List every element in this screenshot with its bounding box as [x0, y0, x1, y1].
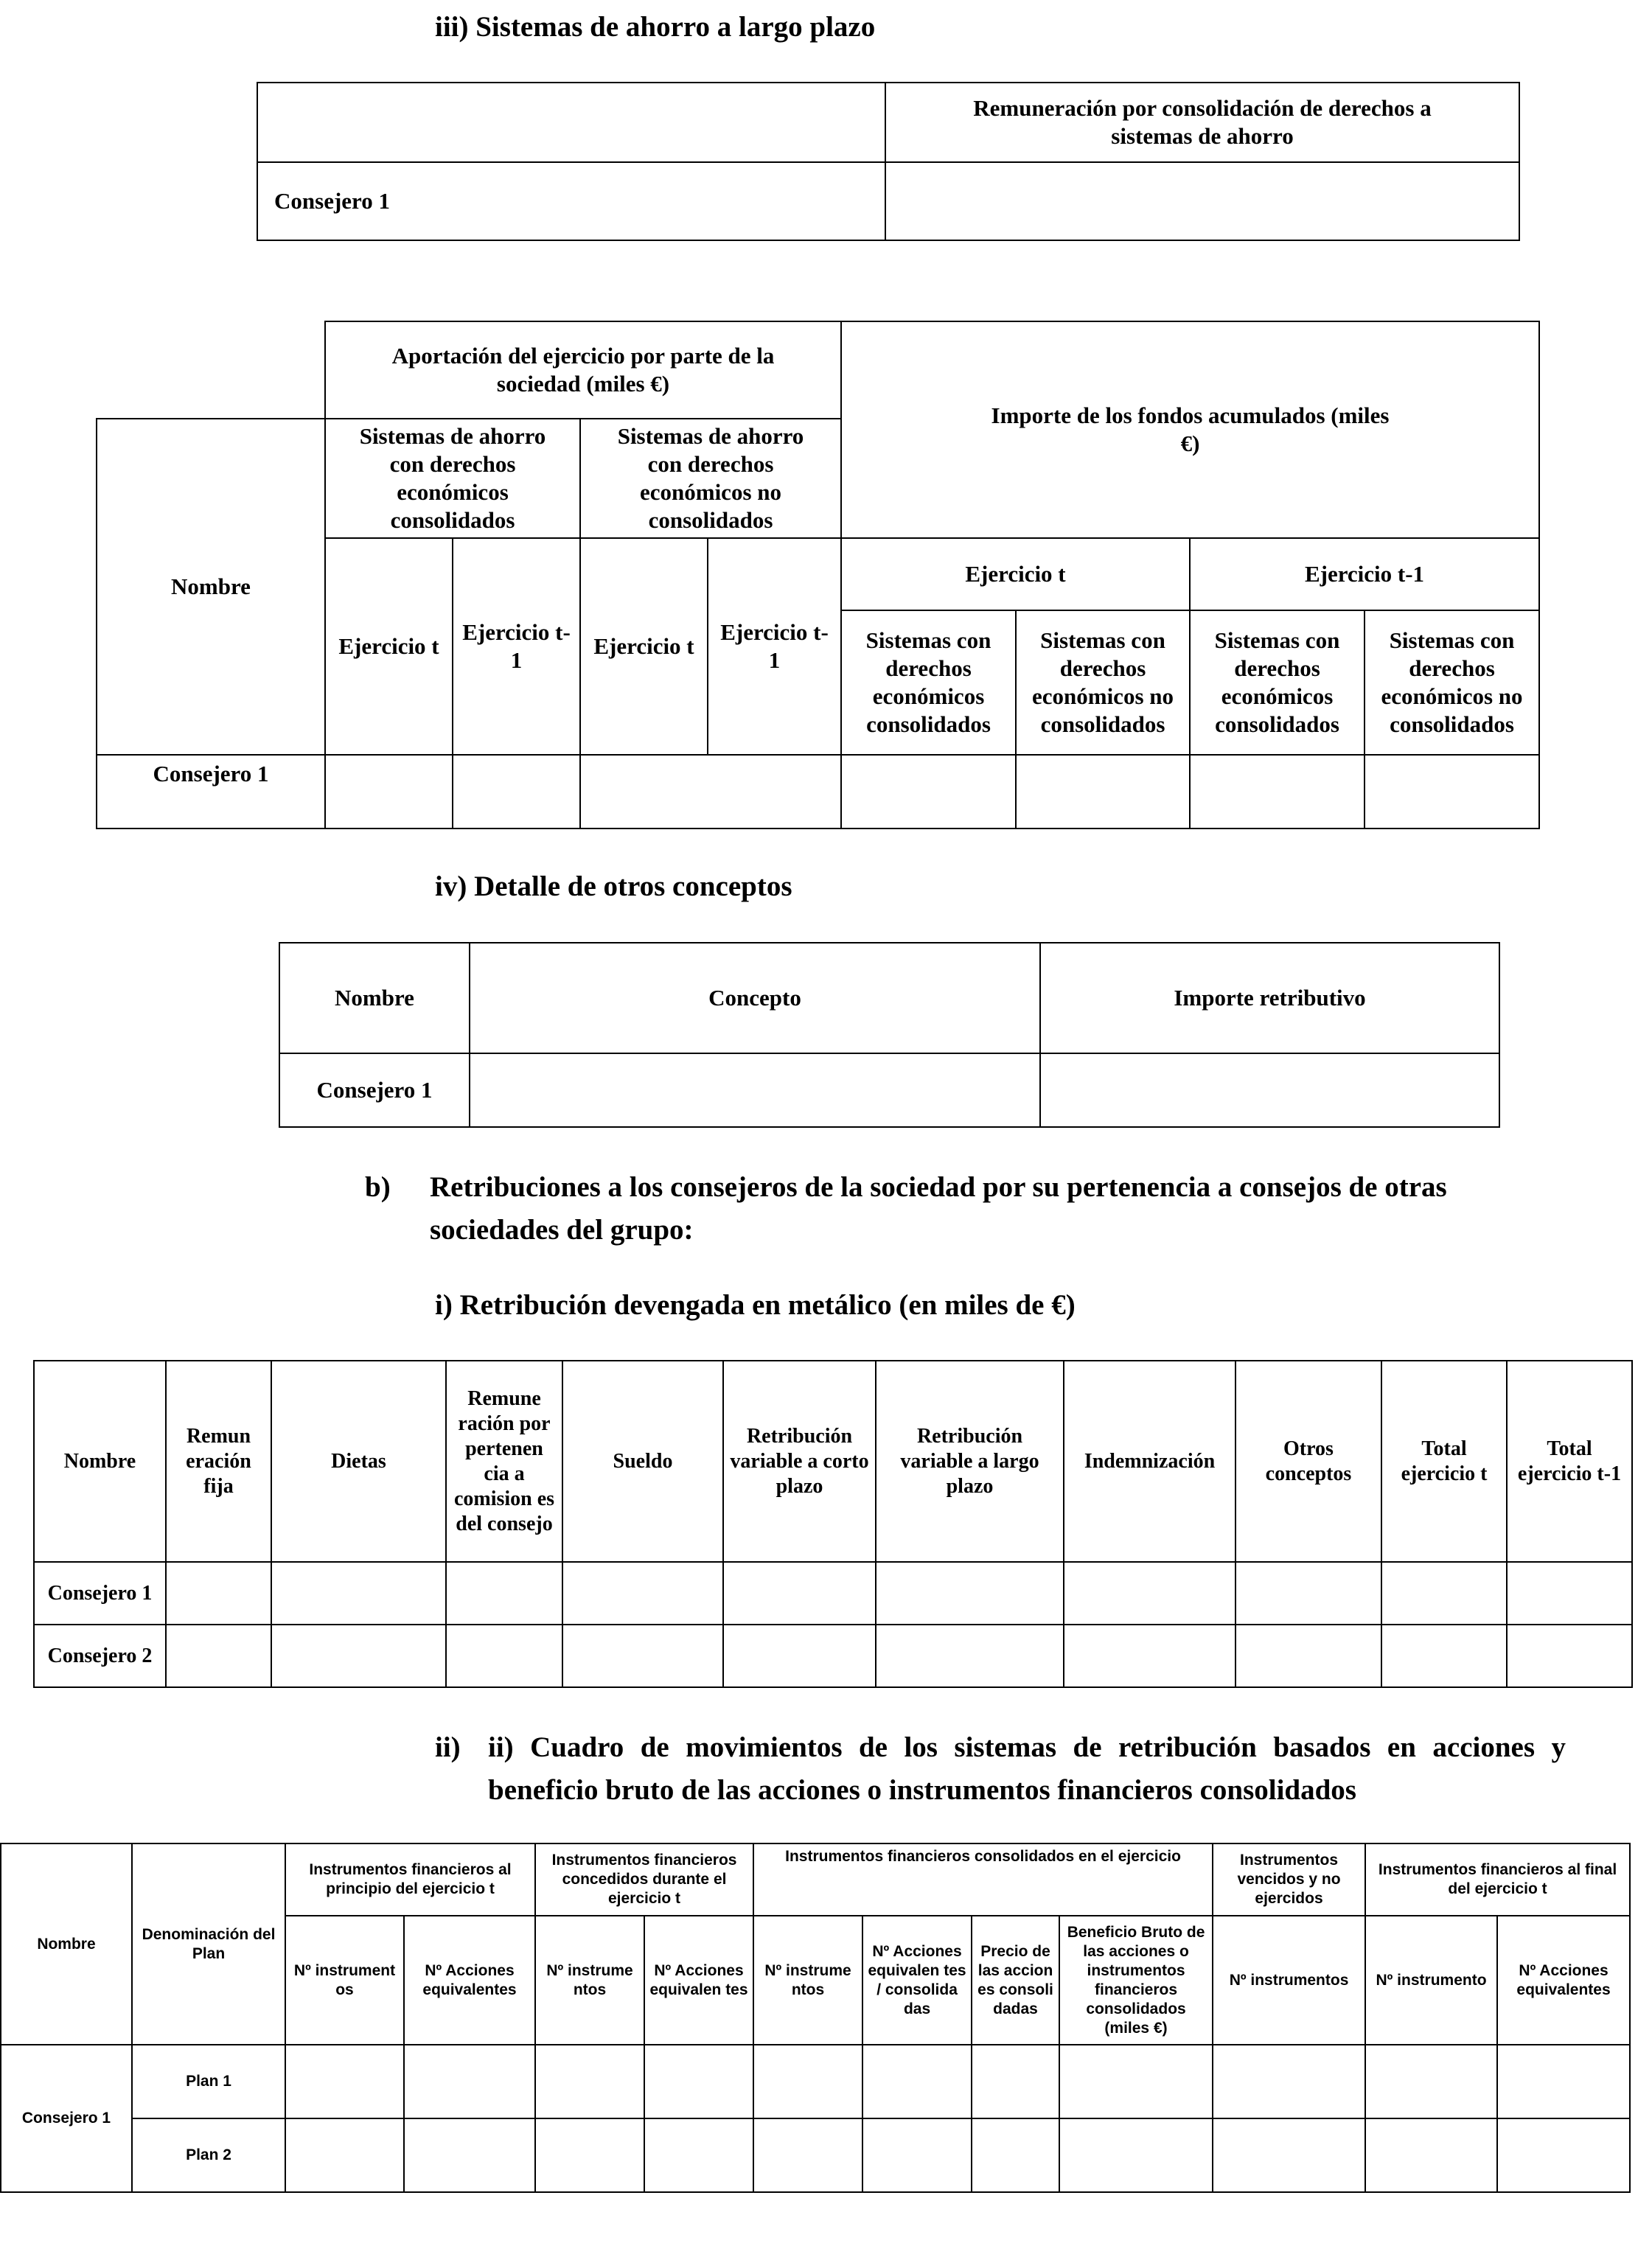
empty-cell [862, 2045, 972, 2118]
empty-cell [885, 162, 1519, 240]
sub-f-acc: Nº Acciones equivalentes [1497, 1916, 1630, 2045]
empty-cell [453, 755, 580, 829]
empty-cell [644, 2045, 753, 2118]
header-variable-largo: Retribución variable a largo plazo [876, 1361, 1064, 1562]
plan-label: Plan 2 [132, 2118, 285, 2192]
sub-k-instr: Nº instrume ntos [753, 1916, 862, 2045]
empty-cell [1365, 2118, 1497, 2192]
row-label: Consejero 1 [97, 755, 325, 829]
empty-cell [1507, 1625, 1632, 1687]
cash-remuneration-table [33, 1360, 1633, 1688]
sis-con-no-cons: Sistemas con derechos económicos no consolidados [1365, 610, 1539, 755]
col-ejercicio-t: Ejercicio t [325, 538, 453, 755]
header-variable-corto: Retribución variable a corto plazo [723, 1361, 876, 1562]
grp-principio-header: Instrumentos financieros al principio del ejercicio t [285, 1843, 535, 1916]
section-b-i-heading: i) Retribución devengada en metálico (en miles de €) [435, 1289, 1076, 1321]
importe-header: Importe retributivo [1040, 943, 1499, 1053]
ejercicio-t1-header: Ejercicio t-1 [1190, 538, 1539, 610]
aportacion-header: Aportación del ejercicio por parte de la sociedad (miles €) [325, 321, 841, 419]
remuneration-header: Remuneración por consolidación de derechos a sistemas de ahorro [885, 83, 1519, 162]
row-label: Consejero 1 [279, 1053, 470, 1127]
empty-cell [1064, 1562, 1235, 1625]
empty-cell [325, 755, 453, 829]
savings-consolidation-table [257, 82, 1520, 241]
col-ejercicio-t: Ejercicio t [580, 538, 708, 755]
empty-cell [1507, 1562, 1632, 1625]
sis-no-consolidados-header: Sistemas de ahorro con derechos económicos no consolidados [580, 419, 841, 538]
grp-concedidos-header: Instrumentos financieros concedidos durante el ejercicio t [535, 1843, 753, 1916]
row-label: Consejero 1 [34, 1562, 166, 1625]
empty-cell [580, 755, 841, 829]
nombre-header: Nombre [279, 943, 470, 1053]
empty-cell [1059, 2045, 1213, 2118]
empty-cell [753, 2045, 862, 2118]
grp-consolidados-header: Instrumentos financieros consolidados en el ejercicio [753, 1843, 1213, 1916]
empty-cell [1381, 1562, 1507, 1625]
empty-cell [1365, 755, 1539, 829]
empty-cell [1213, 2118, 1365, 2192]
empty-cell [404, 2118, 535, 2192]
empty-cell [1016, 755, 1190, 829]
row-label: Consejero 2 [34, 1625, 166, 1687]
sub-f-instr: Nº instrumento [1365, 1916, 1497, 2045]
importe-header: Importe de los fondos acumulados (miles €) [841, 321, 1539, 538]
denominacion-header: Denominación del Plan [132, 1843, 285, 2045]
empty-cell [1059, 2118, 1213, 2192]
header-remuneracion-fija: Remun eración fija [166, 1361, 271, 1562]
empty-cell [562, 1562, 723, 1625]
empty-cell [1213, 2045, 1365, 2118]
empty-cell [723, 1625, 876, 1687]
empty-cell [1381, 1625, 1507, 1687]
empty-cell [285, 2118, 404, 2192]
empty-cell [1235, 1625, 1381, 1687]
empty-cell [271, 1625, 446, 1687]
empty-cell [841, 755, 1016, 829]
header-indemnizacion: Indemnización [1064, 1361, 1235, 1562]
empty-cell [1040, 1053, 1499, 1127]
savings-contribution-table [96, 321, 1540, 829]
header-total-t1: Total ejercicio t-1 [1507, 1361, 1632, 1562]
row-label: Consejero 1 [257, 162, 885, 240]
grp-vencidos-header: Instrumentos vencidos y no ejercidos [1213, 1843, 1365, 1916]
empty-cell [1064, 1625, 1235, 1687]
sub-k-precio: Precio de las accion es consoli dadas [972, 1916, 1059, 2045]
header-sueldo: Sueldo [562, 1361, 723, 1562]
empty-cell [1235, 1562, 1381, 1625]
row-label: Consejero 1 [1, 2045, 132, 2192]
blank-corner [97, 321, 325, 419]
share-based-movements-table [0, 1843, 1631, 2193]
sub-c-acc: Nº Acciones equivalen tes [644, 1916, 753, 2045]
section-b-heading: Retribuciones a los consejeros de la sociedad por su pertenencia a consejos de otras sociedades del grupo: [430, 1171, 1447, 1246]
section-iii-heading: iii) Sistemas de ahorro a largo plazo [435, 11, 876, 43]
empty-cell [535, 2045, 644, 2118]
empty-cell [166, 1562, 271, 1625]
empty-cell [1365, 2045, 1497, 2118]
empty-cell [271, 1562, 446, 1625]
section-b-ii-heading [488, 1726, 1566, 1812]
col-ejercicio-t1: Ejercicio t-1 [708, 538, 841, 755]
section-b-marker: b) [365, 1171, 391, 1203]
empty-cell [285, 2045, 404, 2118]
empty-cell [404, 2045, 535, 2118]
empty-header-cell [257, 83, 885, 162]
empty-cell [644, 2118, 753, 2192]
sub-c-instr: Nº instrume ntos [535, 1916, 644, 2045]
empty-cell [753, 2118, 862, 2192]
nombre-header: Nombre [97, 419, 325, 755]
empty-cell [446, 1625, 562, 1687]
empty-cell [972, 2045, 1059, 2118]
header-total-t: Total ejercicio t [1381, 1361, 1507, 1562]
section-b-ii-heading-text: ii) Cuadro de movimientos de los sistemas de retribución basados en acciones y beneficio bruto de las acciones o instrumentos financieros consolidados [488, 1731, 1566, 1806]
empty-cell [972, 2118, 1059, 2192]
header-dietas: Dietas [271, 1361, 446, 1562]
empty-cell [876, 1562, 1064, 1625]
sub-p-acc: Nº Acciones equivalentes [404, 1916, 535, 2045]
empty-cell [470, 1053, 1040, 1127]
empty-cell [446, 1562, 562, 1625]
empty-cell [1497, 2118, 1630, 2192]
empty-cell [876, 1625, 1064, 1687]
header-otros-conceptos: Otros conceptos [1235, 1361, 1381, 1562]
empty-cell [1497, 2045, 1630, 2118]
section-iv-heading: iv) Detalle de otros conceptos [435, 871, 792, 902]
concepto-header: Concepto [470, 943, 1040, 1053]
header-nombre: Nombre [34, 1361, 166, 1562]
sub-k-benef: Beneficio Bruto de las acciones o instrumentos financieros consolidados (miles €) [1059, 1916, 1213, 2045]
empty-cell [535, 2118, 644, 2192]
sis-con-cons: Sistemas con derechos económicos consolidados [1190, 610, 1365, 755]
empty-cell [166, 1625, 271, 1687]
grp-final-header: Instrumentos financieros al final del ejercicio t [1365, 1843, 1630, 1916]
header-remuneracion-comisiones: Remune ración por pertenen cia a comision es del consejo [446, 1361, 562, 1562]
sub-p-instr: Nº instrument os [285, 1916, 404, 2045]
empty-cell [862, 2118, 972, 2192]
section-b-ii-marker: ii) [435, 1731, 461, 1763]
empty-cell [1190, 755, 1365, 829]
sis-con-no-cons: Sistemas con derechos económicos no consolidados [1016, 610, 1190, 755]
nombre-header: Nombre [1, 1843, 132, 2045]
other-concepts-table [279, 942, 1500, 1128]
col-ejercicio-t1: Ejercicio t-1 [453, 538, 580, 755]
plan-label: Plan 1 [132, 2045, 285, 2118]
sub-v-instr: Nº instrumentos [1213, 1916, 1365, 2045]
empty-cell [723, 1562, 876, 1625]
empty-cell [562, 1625, 723, 1687]
ejercicio-t-header: Ejercicio t [841, 538, 1190, 610]
sis-consolidados-header: Sistemas de ahorro con derechos económicos consolidados [325, 419, 580, 538]
sub-k-acc: Nº Acciones equivalen tes / consolida das [862, 1916, 972, 2045]
sis-con-cons: Sistemas con derechos económicos consolidados [841, 610, 1016, 755]
